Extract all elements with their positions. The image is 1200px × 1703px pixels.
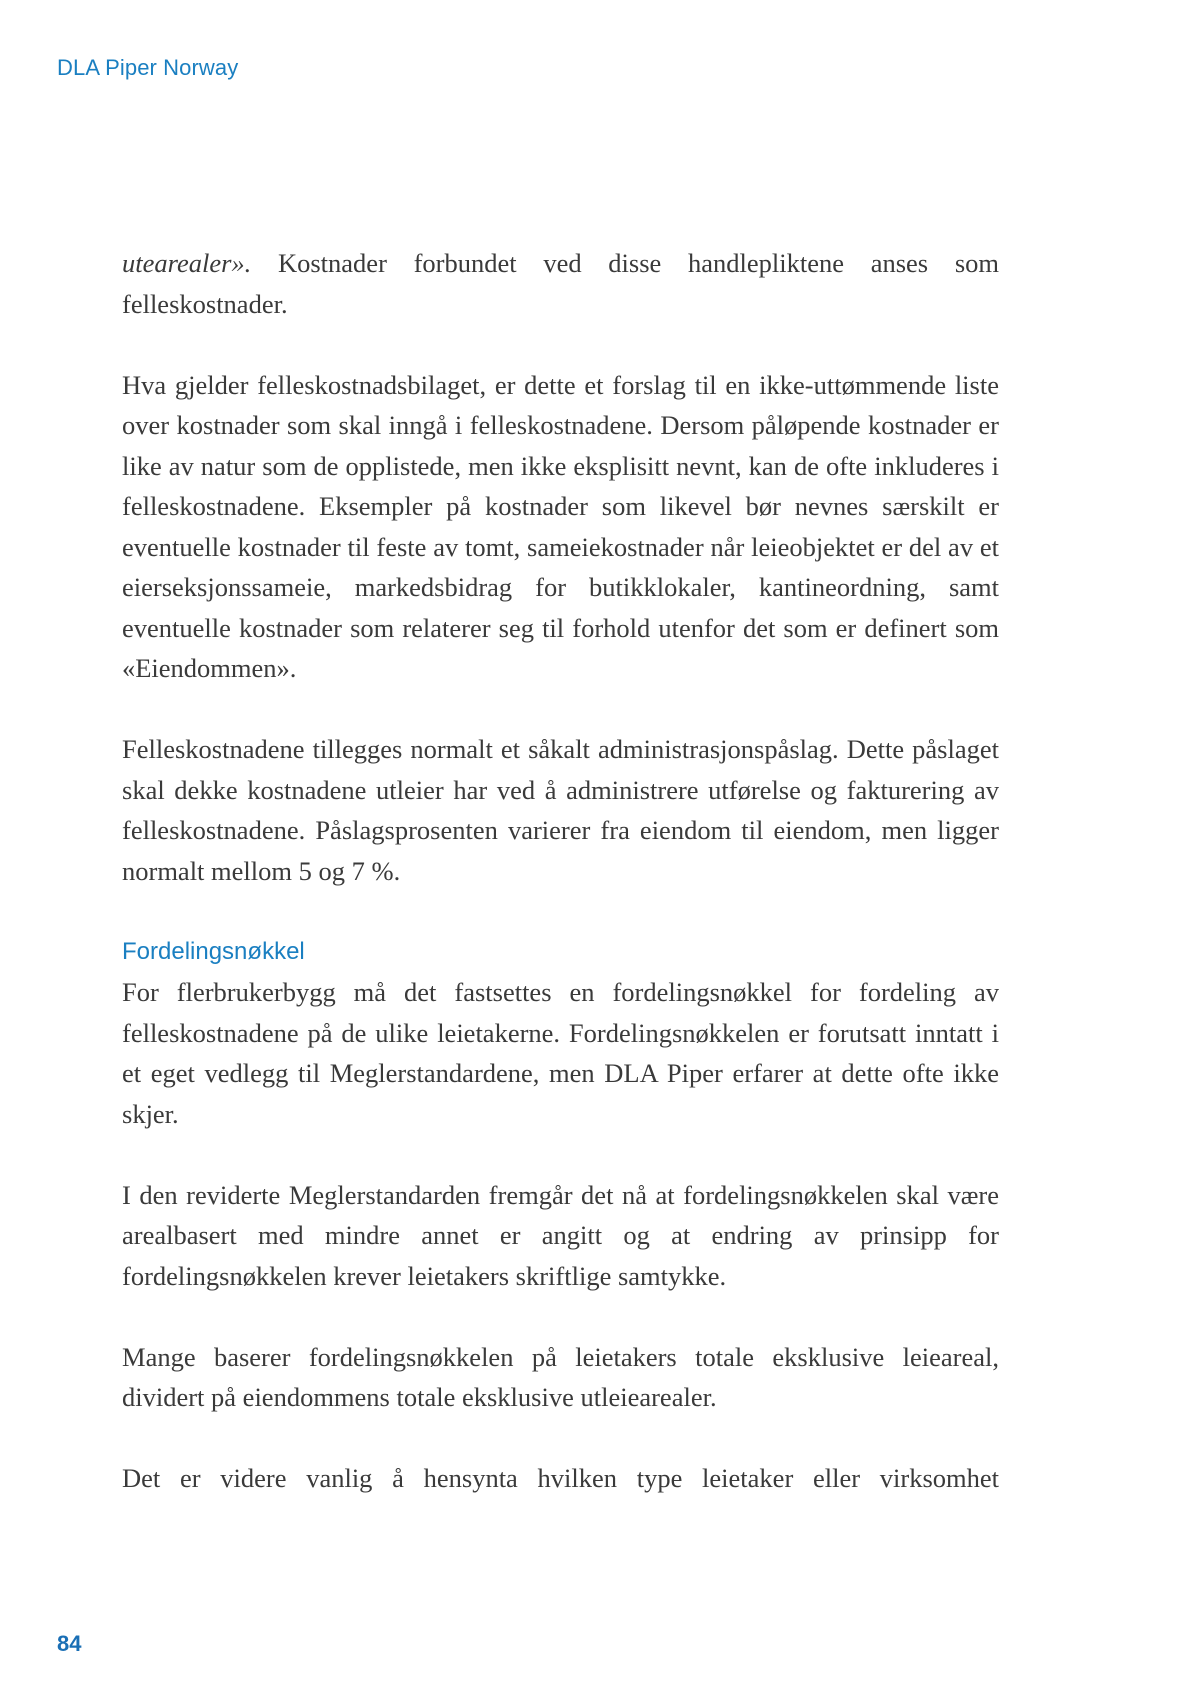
page-body	[122, 243, 999, 1539]
page-number: 84	[57, 1631, 82, 1656]
paragraph-2: Hva gjelder felleskostnadsbilaget, er dette et forslag til en ikke-uttømmende liste over kostnader som skal inngå i felleskostnadene. Dersom påløpende kostnader er like av natur som de opplistede, men ikke eksplisitt nevnt, kan de ofte inkluderes i felleskostnadene. Eksempler på kostnader som likevel bør nevnes særskilt er eventuelle kostnader til feste av tomt, sameiekostnader når leieobjektet er del av et eierseksjonssameie, markedsbidrag for butikklokaler, kantineordning, samt eventuelle kostnader som relaterer seg til forhold utenfor det som er definert som «Eiendommen».	[122, 369, 999, 683]
paragraph-4: For flerbrukerbygg må det fastsettes en fordelingsnøkkel for fordeling av felleskostnadene på de ulike leietakerne. Fordelingsnøkkelen er forutsatt inntatt i et eget vedlegg til Meglerstandardene, men DLA Piper erfarer at dette ofte ikke skjer.	[122, 977, 999, 1129]
paragraph-1-italic: utearealer».	[122, 248, 252, 278]
paragraph-1-text: Kostnader forbundet ved disse handlepliktene anses som felleskostnader.	[122, 248, 999, 319]
paragraph-6: Mange baserer fordelingsnøkkelen på leietakers totale eksklusive leieareal, dividert på eiendommens totale eksklusive utleiearealer.	[122, 1341, 999, 1412]
paragraph-1	[122, 243, 999, 324]
paragraph-5: I den reviderte Meglerstandarden fremgår det nå at fordelingsnøkkelen skal være arealbasert med mindre annet er angitt og at endring av prinsipp for fordelingsnøkkelen krever leietakers skriftlige samtykke.	[122, 1179, 999, 1291]
section-heading: Fordelingsnøkkel	[122, 937, 305, 965]
paragraph-7: Det er videre vanlig å hensynta hvilken type leietaker eller virksomhet	[122, 1463, 999, 1493]
running-header: DLA Piper Norway	[57, 55, 239, 80]
paragraph-3: Felleskostnadene tillegges normalt et såkalt administrasjonspåslag. Dette påslaget skal dekke kostnadene utleier har ved å administrere utførelse og fakturering av felleskostnadene. Påslagsprosenten varierer fra eiendom til eiendom, men ligger normalt mellom 5 og 7 %.	[122, 734, 999, 886]
